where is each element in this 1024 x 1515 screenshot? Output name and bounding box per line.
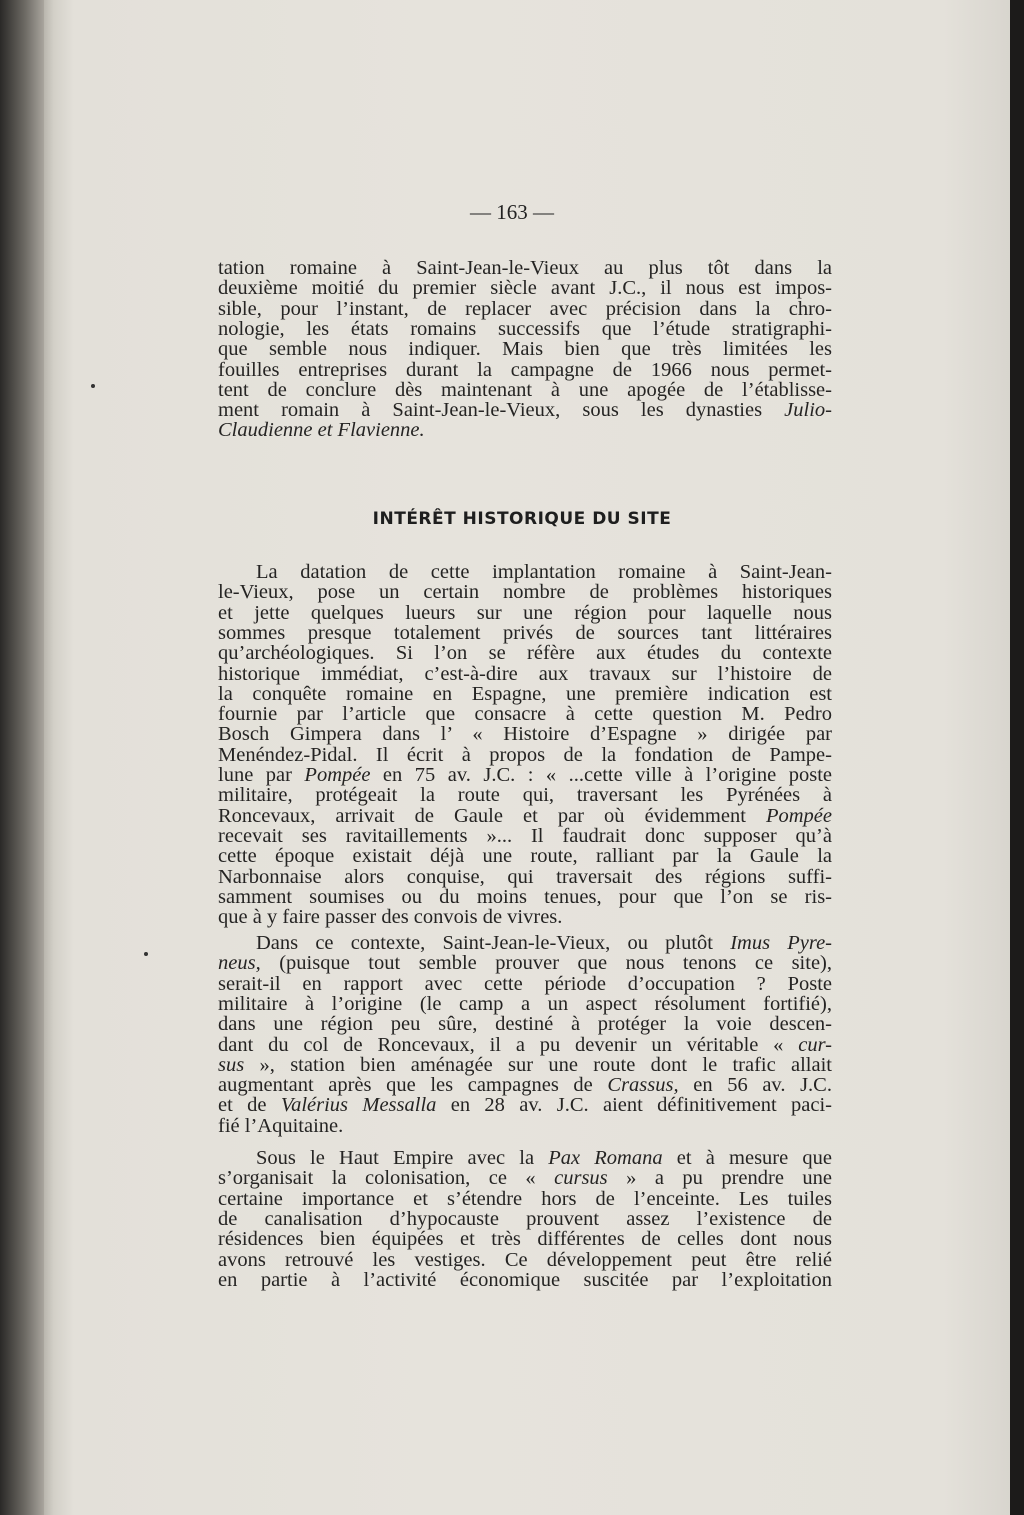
text-run: Narbonnaise alors conquise, qui traversait des régions suffi- — [218, 865, 832, 888]
text-line — [218, 785, 832, 806]
italic-text: Pompée — [765, 804, 832, 827]
text-run: serait-il en rapport avec cette période d’occupation ? Poste — [218, 972, 832, 995]
text-line — [218, 704, 832, 725]
text-line — [218, 867, 832, 888]
text-run: dant du col de Roncevaux, il a pu devenir un véritable « — [218, 1033, 799, 1056]
text-run: La datation de cette implantation romaine à Saint-Jean- — [256, 561, 832, 583]
text-run: lune par — [218, 764, 305, 786]
text-line — [218, 953, 832, 974]
text-line — [218, 623, 832, 644]
text-line — [218, 826, 832, 847]
text-run: samment soumises ou du moins tenues, pour que l’on se ris- — [218, 885, 832, 908]
text-run: et à mesure que — [662, 1147, 832, 1169]
text-run: sommes presque totalement privés de sources tant littéraires — [218, 621, 832, 644]
text-run: fouilles entreprises durant la campagne de 1966 nous permet- — [218, 358, 832, 381]
text-run: (puisque tout semble prouver que nous tenons ce site), — [260, 952, 832, 975]
text-line — [218, 1148, 832, 1169]
text-line — [218, 1189, 832, 1210]
text-run: et jette quelques lueurs sur une région pour laquelle nous — [218, 601, 832, 624]
text-run: en 28 av. J.C. aient définitivement paci- — [436, 1094, 833, 1117]
text-run: augmentant après que les campagnes de — [218, 1074, 608, 1097]
text-line — [218, 643, 832, 664]
italic-text: cursus — [554, 1167, 608, 1190]
text-line — [218, 1055, 832, 1076]
text-line — [218, 846, 832, 867]
italic-text: Claudienne et Flavienne. — [218, 419, 425, 442]
text-line — [218, 400, 832, 421]
text-run: Sous le Haut Empire avec la — [256, 1147, 549, 1169]
text-line — [218, 907, 832, 928]
text-run: recevait ses ravitaillements »... Il faudrait donc supposer qu’à — [218, 824, 832, 847]
text-line — [218, 994, 832, 1015]
text-run: militaire, protégeait la route qui, traversant les Pyrénées à — [218, 784, 832, 807]
text-line — [218, 258, 832, 279]
text-line — [218, 765, 832, 786]
section-heading: INTÉRÊT HISTORIQUE DU SITE — [372, 509, 672, 529]
text-run: certaine importance et s’étendre hors de l’enceinte. Les tuiles — [218, 1187, 832, 1210]
text-run: dans une région peu sûre, destiné à protéger la voie descen- — [218, 1013, 832, 1036]
text-line — [218, 339, 832, 360]
text-line — [218, 319, 832, 340]
italic-text: Valérius Messalla — [280, 1094, 437, 1117]
text-line — [218, 603, 832, 624]
speck — [144, 952, 148, 956]
text-line — [218, 1209, 832, 1230]
text-run: qu’archéologiques. Si l’on se réfère aux études du contexte — [218, 642, 832, 665]
text-run: cette époque existait déjà une route, ralliant par la Gaule la — [218, 845, 832, 868]
italic-text: Crassus, — [607, 1074, 679, 1097]
text-line — [218, 887, 832, 908]
text-line — [218, 806, 832, 827]
text-run: s’organisait la colonisation, ce « — [218, 1167, 555, 1190]
text-run: Menéndez-Pidal. Il écrit à propos de la fondation de Pampe- — [218, 743, 832, 766]
italic-text: neus, — [218, 952, 261, 975]
text-line — [218, 664, 832, 685]
text-run: tent de conclure dès maintenant à une apogée de l’établisse- — [218, 378, 832, 401]
text-line — [218, 582, 832, 603]
text-line — [218, 724, 832, 745]
text-run: en 56 av. J.C. — [678, 1074, 832, 1097]
italic-text: cur- — [798, 1033, 832, 1056]
text-line — [218, 562, 832, 583]
text-run: de canalisation d’hypocauste prouvent assez l’existence de — [218, 1207, 832, 1230]
text-run: ment romain à Saint-Jean-le-Vieux, sous les dynasties — [218, 399, 785, 422]
text-run: que semble nous indiquer. Mais bien que très limitées les — [218, 338, 832, 361]
text-run: Dans ce contexte, Saint-Jean-le-Vieux, ou plutôt — [256, 932, 731, 954]
speck — [91, 384, 95, 388]
text-line — [218, 1270, 832, 1291]
text-run: », station bien aménagée sur une route dont le trafic allait — [244, 1053, 832, 1076]
text-line — [218, 1168, 832, 1189]
text-run: tation romaine à Saint-Jean-le-Vieux au plus tôt dans la — [218, 257, 832, 279]
italic-text: Imus Pyre- — [730, 932, 832, 954]
text-run: militaire à l’origine (le camp a un aspect résolument fortifié), — [218, 992, 832, 1015]
text-run: résidences bien équipées et très différentes de celles dont nous — [218, 1228, 832, 1251]
text-run: la conquête romaine en Espagne, une première indication est — [218, 682, 832, 705]
italic-text: sus — [218, 1053, 245, 1076]
text-run: que à y faire passer des convois de vivres. — [218, 906, 563, 929]
page-number: — 163 — — [470, 200, 554, 224]
text-run: » a pu prendre une — [607, 1167, 832, 1190]
text-line — [218, 1229, 832, 1250]
text-run: sible, pour l’instant, de replacer avec précision dans la chro- — [218, 297, 832, 320]
text-run: fié l’Aquitaine. — [218, 1114, 344, 1137]
text-line — [218, 1075, 832, 1096]
text-run: en partie à l’activité économique suscitée par l’exploitation — [218, 1268, 832, 1291]
text-line — [218, 1116, 832, 1137]
text-run: fournie par l’article que consacre à cette question M. Pedro — [218, 703, 832, 726]
text-run: et de — [218, 1094, 281, 1117]
text-line — [218, 380, 832, 401]
text-line — [218, 1250, 832, 1271]
text-run: le-Vieux, pose un certain nombre de problèmes historiques — [218, 581, 832, 604]
text-line — [218, 933, 832, 954]
text-run: Bosch Gimpera dans l’ « Histoire d’Espagne » dirigée par — [218, 723, 832, 746]
text-line — [218, 299, 832, 320]
text-line — [218, 1014, 832, 1035]
text-line — [218, 974, 832, 995]
text-run: deuxième moitié du premier siècle avant J.C., il nous est impos- — [218, 277, 832, 300]
text-run: avons retrouvé les vestiges. Ce développement peut être relié — [218, 1248, 832, 1271]
italic-text: Pax Romana — [548, 1147, 663, 1169]
text-line — [218, 420, 832, 441]
text-run: Roncevaux, arrivait de Gaule et par où évidemment — [218, 804, 766, 827]
text-line — [218, 360, 832, 381]
text-line — [218, 1095, 832, 1116]
text-run: historique immédiat, c’est-à-dire aux travaux sur l’histoire de — [218, 662, 832, 685]
text-run: nologie, les états romains successifs que l’étude stratigraphi- — [218, 317, 832, 340]
italic-text: Pompée — [304, 764, 371, 786]
text-line — [218, 1035, 832, 1056]
italic-text: Julio- — [784, 399, 832, 422]
text-run: en 75 av. J.C. : « ...cette ville à l’origine poste — [370, 764, 832, 786]
text-line — [218, 684, 832, 705]
text-line — [218, 278, 832, 299]
left-page-edge — [0, 0, 44, 1515]
text-line — [218, 745, 832, 766]
